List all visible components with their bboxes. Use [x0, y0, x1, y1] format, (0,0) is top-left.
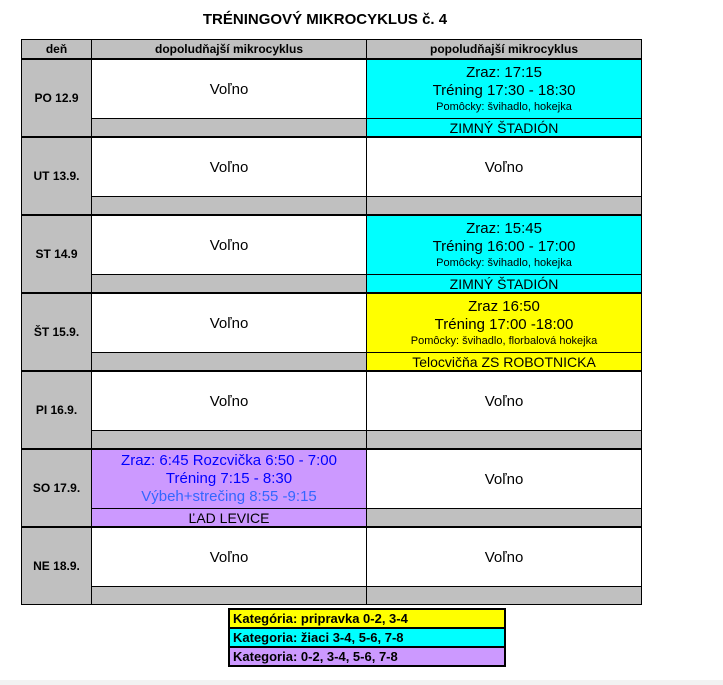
morning-text: Voľno [209, 548, 249, 566]
day-label: PO 12.9 [22, 59, 92, 137]
training-time: Tréning 16:00 - 17:00 [432, 238, 576, 255]
morning-text: Voľno [209, 314, 249, 332]
morning-location-bar [92, 197, 367, 216]
day-row [22, 293, 642, 353]
day-label: NE 18.9. [22, 527, 92, 605]
location-row [22, 353, 642, 372]
morning-cell [92, 449, 367, 509]
run-stretch-time: Výbeh+strečing 8:55 -9:15 [141, 488, 317, 505]
page-title: TRÉNINGOVÝ MIKROCYKLUS č. 4 [202, 11, 448, 28]
morning-cell [92, 371, 367, 431]
afternoon-location-bar [367, 431, 642, 450]
day-label: ŠT 15.9. [22, 293, 92, 371]
afternoon-cell [367, 527, 642, 587]
day-label: SO 17.9. [22, 449, 92, 527]
header-row [22, 40, 642, 60]
morning-cell [92, 59, 367, 119]
day-label: UT 13.9. [22, 137, 92, 215]
equipment: Pomôcky: švihadlo, hokejka [436, 101, 572, 113]
afternoon-text: Voľno [484, 158, 524, 176]
location-row [22, 431, 642, 450]
location-row [22, 119, 642, 138]
afternoon-cell [367, 59, 642, 119]
morning-text: Voľno [209, 158, 249, 176]
afternoon-text: Voľno [484, 470, 524, 488]
legend-item-ziaci: Kategoria: žiaci 3-4, 5-6, 7-8 [229, 628, 505, 647]
morning-cell [92, 527, 367, 587]
training-time: Tréning 7:15 - 8:30 [165, 470, 293, 487]
day-row [22, 449, 642, 509]
day-label: PI 16.9. [22, 371, 92, 449]
morning-text: Voľno [209, 236, 249, 254]
location-row [22, 587, 642, 605]
day-row [22, 215, 642, 275]
header-afternoon: popoludňajší mikrocyklus [367, 40, 642, 60]
afternoon-text: Voľno [484, 392, 524, 410]
schedule-table [21, 39, 642, 605]
location-row [22, 275, 642, 294]
afternoon-cell [367, 371, 642, 431]
meet-time: Zraz: 15:45 [466, 220, 542, 237]
day-row [22, 137, 642, 197]
day-row [22, 59, 642, 119]
morning-location: ĽAD LEVICE [92, 509, 367, 528]
morning-cell [92, 293, 367, 353]
equipment: Pomôcky: švihadlo, hokejka [436, 257, 572, 269]
morning-text: Voľno [209, 80, 249, 98]
day-row [22, 527, 642, 587]
category-legend [228, 608, 506, 667]
morning-cell [92, 137, 367, 197]
equipment: Pomôcky: švihadlo, florbalová hokejka [410, 335, 598, 347]
afternoon-location-bar [367, 587, 642, 605]
afternoon-location: ZIMNÝ ŠTADIÓN [367, 119, 642, 138]
afternoon-location-bar [367, 509, 642, 528]
morning-location-bar [92, 587, 367, 605]
morning-cell [92, 215, 367, 275]
afternoon-location: Telocvičňa ZS ROBOTNICKA [367, 353, 642, 372]
afternoon-cell [367, 137, 642, 197]
training-time: Tréning 17:30 - 18:30 [432, 82, 576, 99]
header-day: deň [22, 40, 92, 60]
page-bottom-edge [0, 680, 723, 685]
afternoon-location-bar [367, 197, 642, 216]
day-row [22, 371, 642, 431]
meet-time: Zraz: 6:45 Rozcvička 6:50 - 7:00 [121, 452, 337, 469]
afternoon-location: ZIMNÝ ŠTADIÓN [367, 275, 642, 294]
morning-location-bar [92, 353, 367, 372]
location-row [22, 197, 642, 216]
morning-location-bar [92, 275, 367, 294]
morning-text: Voľno [209, 392, 249, 410]
afternoon-cell [367, 293, 642, 353]
afternoon-cell [367, 449, 642, 509]
day-label: ST 14.9 [22, 215, 92, 293]
afternoon-cell [367, 215, 642, 275]
meet-time: Zraz: 17:15 [466, 64, 542, 81]
afternoon-text: Voľno [484, 548, 524, 566]
meet-time: Zraz 16:50 [468, 298, 540, 315]
legend-item-all: Kategoria: 0-2, 3-4, 5-6, 7-8 [229, 647, 505, 666]
header-morning: dopoludňajší mikrocyklus [92, 40, 367, 60]
morning-location-bar [92, 431, 367, 450]
location-row [22, 509, 642, 528]
legend-item-pripravka: Kategória: pripravka 0-2, 3-4 [229, 609, 505, 628]
morning-location-bar [92, 119, 367, 138]
training-time: Tréning 17:00 -18:00 [434, 316, 574, 333]
